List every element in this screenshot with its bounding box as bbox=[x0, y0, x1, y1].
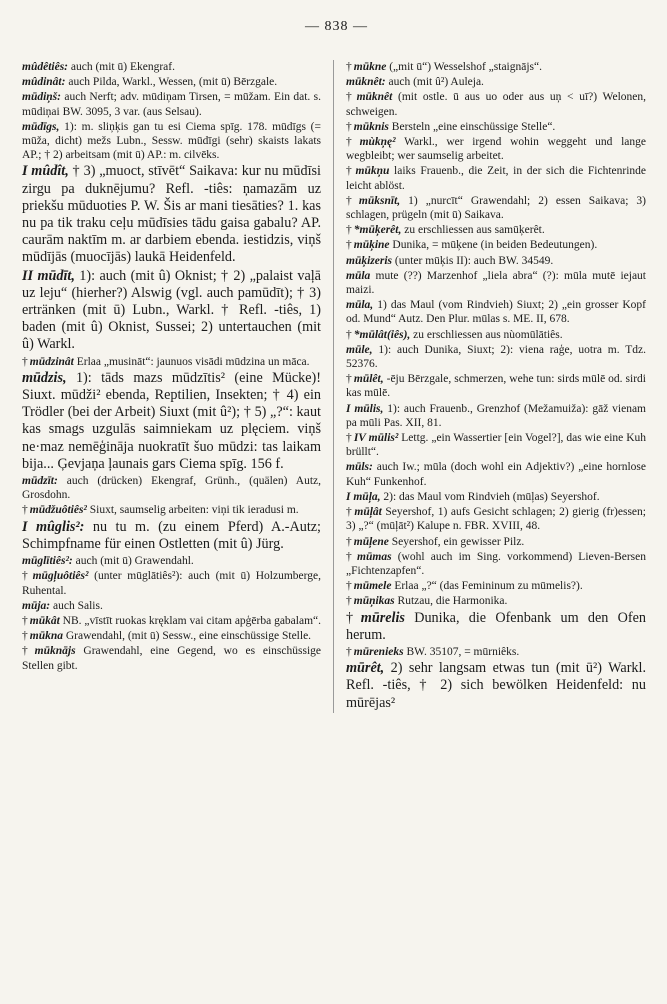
dictionary-entry bbox=[346, 164, 646, 192]
dictionary-entry bbox=[22, 355, 321, 369]
entry-headword: mūļât bbox=[354, 506, 382, 519]
dagger-mark: † bbox=[346, 609, 359, 626]
entry-headword: mūla, bbox=[346, 299, 374, 312]
dictionary-entry bbox=[22, 75, 321, 89]
dictionary-entry bbox=[346, 460, 646, 488]
dictionary-entry bbox=[22, 120, 321, 163]
entry-headword: mūrêt, bbox=[346, 660, 385, 677]
entry-text: Grawendahl, (mit ū) Sessw., eine einschüssige Stelle. bbox=[63, 630, 312, 643]
dictionary-entry bbox=[22, 614, 321, 628]
dictionary-entry bbox=[22, 90, 321, 118]
dagger-mark: † bbox=[346, 506, 353, 519]
dagger-mark: † bbox=[346, 595, 352, 608]
entry-text: 2) sehr langsam etwas tun (mit ū²) Warkl. Refl. -tiês, † 2) sich bewölken Heidenfeld: nu mūrējas² bbox=[346, 660, 646, 711]
entry-headword: I mûglis²: bbox=[22, 518, 85, 535]
dagger-mark: † bbox=[22, 355, 28, 368]
dagger-mark: † bbox=[346, 645, 352, 658]
dictionary-entry bbox=[346, 223, 646, 237]
dictionary-entry bbox=[346, 505, 646, 533]
two-column-body bbox=[22, 60, 651, 713]
dagger-mark: † bbox=[346, 328, 352, 341]
entry-text: auch Salis. bbox=[50, 599, 103, 612]
entry-headword: mūkât bbox=[29, 614, 60, 627]
entry-text: (mit ostle. ū aus uo oder aus uņ < uī?) Welonen, schweigen. bbox=[346, 91, 646, 118]
dictionary-entry bbox=[346, 594, 646, 608]
dictionary-entry bbox=[22, 474, 321, 502]
entry-text: 1) das Maul (vom Rindvieh) Siuxt; 2) „ein grosser Kopf od. Mund“ Autz. Den Plur. mūlas s. ME. II, 678. bbox=[346, 299, 646, 326]
dictionary-entry bbox=[346, 660, 646, 712]
entry-headword: mūknis bbox=[353, 120, 389, 133]
dictionary-entry bbox=[22, 268, 321, 354]
entry-text: Dunika, = mūķene (in beiden Bedeutungen). bbox=[389, 239, 598, 252]
entry-headword: I mūļa, bbox=[346, 490, 381, 503]
entry-headword: I mûdît, bbox=[22, 163, 69, 180]
entry-headword: mūle, bbox=[346, 343, 373, 356]
dictionary-entry bbox=[22, 644, 321, 672]
dagger-mark: † bbox=[346, 224, 352, 237]
dagger-mark: † bbox=[22, 630, 28, 643]
entry-headword: mūknêt bbox=[356, 91, 393, 104]
entry-text: 1): auch (mit û) Oknist; † 2) „palaist vaļā uz leju“ (hierher?) Alswig (vgl. auch pamūdīt); † 3) ertränken (mit ū) Lubn., Warkl. † Refl. -tiês, 1) baden (mit û) Oknist, Sussei; 2) untertauchen (mit û) Warkl. bbox=[22, 267, 321, 353]
entry-text: (unter mūglātiês²): auch (mit ū) Holzumberge, Ruhental. bbox=[22, 570, 321, 597]
entry-headword: *mūlât(iês), bbox=[353, 328, 411, 341]
page-number: — 838 — bbox=[305, 19, 368, 34]
entry-text: nu tu m. (zu einem Pferd) A.-Autz; Schimpfname für einen Ostletten (mit û) Jürg. bbox=[22, 518, 321, 552]
dagger-mark: † bbox=[22, 570, 31, 583]
dictionary-entry bbox=[346, 431, 646, 459]
dagger-mark: † bbox=[22, 614, 28, 627]
dictionary-entry bbox=[346, 610, 646, 644]
dictionary-entry bbox=[346, 75, 646, 89]
entry-text: Rutzau, die Harmonika. bbox=[394, 595, 508, 608]
entry-headword: mūdīgs, bbox=[22, 120, 60, 133]
entry-headword: mūglītiês²: bbox=[22, 555, 73, 568]
entry-text: Erlaa „musināt“: jaunuos visādi mūdzina un māca. bbox=[73, 355, 310, 368]
entry-text: mute (??) Marzenhof „liela abra“ (?): mūla mutē iejaut maizi. bbox=[346, 269, 646, 297]
entry-text: zu erschliessen aus nùomūlātiês. bbox=[410, 328, 563, 341]
entry-text: † 3) „muoct, stīvēt“ Saikava: kur nu mūdīsi zirgu pa duknējumu? Refl. -tiês: ņamazām uz priekšu mūduoties P. W. Šis ar mani tiesāties? 1. kas nu pa tik traku ceļu mūdīsies tādu gaisa gabalu? AP. caurām naktīm m. ar darbiem ebenda. iestidzis, viņš mūdījās (muocījās) laukā Heidenfeld. bbox=[22, 163, 321, 266]
entry-text: auch (drücken) Ekengraf, Grünh., (quälen) Autz, Grosdohn. bbox=[22, 475, 321, 502]
dictionary-entry bbox=[22, 519, 321, 553]
entry-headword: mūmele bbox=[353, 580, 392, 593]
entry-text: -ēju Bērzgale, schmerzen, wehe tun: sirds mūlē od. sirdi kas mūlē. bbox=[346, 373, 647, 400]
entry-headword: mūdzīt: bbox=[22, 475, 58, 488]
dagger-mark: † bbox=[346, 120, 352, 133]
dictionary-entry bbox=[346, 194, 646, 222]
entry-text: laiks Frauenb., die Zeit, in der sich die Fichtenrinde leicht ablöst. bbox=[346, 165, 646, 192]
entry-text: 1): tāds mazs mūdzītis² (eine Mücke)! Siuxt. mūdži² ebenda, Reptilien, Insekten; † 4) ein Trödler (bei der Arbeit) Siuxt (mit û²); † 5) „?“: kaut kas smags uzgulās saimniekam uz plęciem. viņš ne·maz nemēģināja nuokratīt šuo mūdzi: tas laikam bija... Ģevjaņa ļaunais gars Ciema spīg. 156 f. bbox=[22, 369, 321, 472]
entry-headword: mūļene bbox=[353, 535, 389, 548]
entry-headword: mūķine bbox=[353, 239, 390, 252]
entry-text: auch (mit û²) Auleja. bbox=[385, 76, 484, 89]
dictionary-entry bbox=[346, 269, 646, 297]
dictionary-entry bbox=[346, 135, 646, 163]
entry-text: Seyershof, 1) aufs Gesicht schlagen; 2) gierig (fr)essen; 3) „?“ (mūļāt²) Kalupe n. FBR. XVIII, 48. bbox=[346, 506, 646, 533]
entry-text: Dunika, die Ofenbank um den Ofen herum. bbox=[346, 609, 646, 643]
entry-text: auch (mit ū) Ekengraf. bbox=[68, 61, 175, 73]
entry-headword: mùkņę² bbox=[359, 136, 396, 149]
entry-headword: mūdzinât bbox=[29, 355, 74, 368]
dictionary-entry bbox=[346, 120, 646, 134]
dictionary-entry bbox=[22, 569, 321, 597]
dagger-mark: † bbox=[346, 550, 356, 563]
dagger-mark: † bbox=[346, 373, 352, 386]
entry-headword: mūdiņš: bbox=[22, 91, 61, 104]
entry-headword: mūls: bbox=[346, 461, 373, 474]
entry-text: Bersteln „eine einschüssige Stelle“. bbox=[388, 120, 556, 133]
entry-headword: mūrenieks bbox=[353, 645, 404, 658]
entry-text: Grawendahl, eine Gegend, wo es einschüssige Stellen gibt. bbox=[22, 645, 321, 672]
dagger-mark: † bbox=[346, 136, 358, 149]
dictionary-entry bbox=[22, 554, 321, 568]
entry-headword: mūksnīt, bbox=[358, 194, 401, 207]
entry-text: („mit ū“) Wesselshof „staignājs“. bbox=[386, 61, 543, 73]
dagger-mark: † bbox=[346, 61, 352, 73]
dictionary-entry bbox=[346, 490, 646, 504]
dictionary-entry bbox=[346, 579, 646, 593]
dictionary-entry bbox=[346, 645, 646, 659]
entry-text: zu erschliessen aus samūķerêt. bbox=[401, 224, 545, 237]
entry-text: (unter mūķis II): auch BW. 34549. bbox=[392, 254, 554, 267]
entry-text: 2): das Maul vom Rindvieh (mūļas) Seyershof. bbox=[380, 490, 600, 503]
dagger-mark: † bbox=[346, 91, 355, 104]
entry-text: Erlaa „?“ (das Femininum zu mūmelis?). bbox=[391, 580, 583, 593]
entry-headword: IV mūlis² bbox=[353, 432, 399, 445]
entry-headword: mûdêtiês: bbox=[22, 61, 68, 73]
entry-headword: mūkna bbox=[29, 630, 63, 643]
dagger-mark: † bbox=[346, 580, 352, 593]
entry-headword: I mūlis, bbox=[346, 402, 384, 415]
entry-text: 1): auch Frauenb., Grenzhof (Mežamuiža): gāž vienam pa mūli Pas. XII, 81. bbox=[346, 402, 646, 429]
dagger-mark: † bbox=[346, 432, 352, 445]
entry-text: (wohl auch im Sing. vorkommend) Lieven-Bersen „Fichtenzapfen“. bbox=[346, 550, 647, 577]
dictionary-entry bbox=[22, 163, 321, 266]
dictionary-entry bbox=[22, 60, 321, 74]
entry-headword: *mūķerêt, bbox=[353, 224, 402, 237]
dictionary-entry bbox=[346, 60, 646, 74]
entry-headword: mūdzis, bbox=[22, 369, 67, 386]
entry-headword: mūlêt, bbox=[353, 373, 384, 386]
dictionary-entry bbox=[346, 90, 646, 118]
entry-text: 1): auch Dunika, Siuxt; 2): viena raģe, uotra m. Tdz. 52376. bbox=[346, 343, 646, 371]
dagger-mark: † bbox=[22, 504, 28, 517]
entry-text: auch Pilda, Warkl., Wessen, (mit ū) Bērzgale. bbox=[65, 76, 278, 89]
entry-headword: mūla bbox=[346, 269, 371, 282]
dictionary-entry bbox=[22, 629, 321, 643]
entry-text: Lettg. „ein Wassertier [ein Vogel?], das wie eine Kuh brüllt“. bbox=[346, 432, 647, 459]
entry-headword: mūkne bbox=[353, 61, 387, 73]
dictionary-entry bbox=[346, 328, 646, 342]
dictionary-entry bbox=[346, 402, 646, 430]
entry-text: BW. 35107, = mūrniêks. bbox=[403, 645, 520, 658]
entry-text: Warkl., wer irgend wohin weggeht und lange wegbleibt; wer saumselig arbeitet. bbox=[346, 136, 646, 163]
entry-headword: mūmas bbox=[357, 550, 392, 563]
entry-headword: mūkņu bbox=[355, 165, 390, 178]
dictionary-entry bbox=[22, 370, 321, 473]
entry-text: 1) „nurcīt“ Grawendahl; 2) essen Saikava; 3) schlagen, prügeln (mit ū) Saikava. bbox=[346, 194, 647, 222]
entry-headword: mūdžuôtiês² bbox=[29, 504, 87, 517]
entry-headword: II mūdīt, bbox=[22, 267, 75, 284]
dictionary-entry bbox=[346, 372, 646, 400]
entry-headword: mūknêt: bbox=[346, 76, 386, 89]
entry-headword: mūrelis bbox=[360, 609, 405, 626]
entry-text: NB. „vīstīt ruokas kręklam vai citam apģērba gabalam“. bbox=[59, 614, 322, 627]
dagger-mark: † bbox=[22, 645, 33, 658]
dictionary-entry bbox=[22, 599, 321, 613]
dictionary-entry bbox=[346, 343, 646, 371]
dictionary-entry bbox=[22, 503, 321, 517]
entry-headword: mūķizeris bbox=[346, 254, 393, 267]
entry-text: Siuxt, saumselig arbeiten: viņi tik ieradusi m. bbox=[86, 504, 299, 517]
right-column bbox=[334, 60, 646, 713]
left-column bbox=[22, 60, 334, 713]
entry-headword: mūknājs bbox=[34, 645, 76, 658]
dictionary-entry bbox=[346, 238, 646, 252]
entry-headword: mūja: bbox=[22, 599, 51, 612]
dictionary-entry bbox=[346, 298, 646, 326]
dictionary-entry bbox=[346, 535, 646, 549]
dictionary-entry bbox=[346, 550, 646, 578]
entry-text: auch Iw.; mūla (doch wohl ein Adjektiv?) „eine hornlose Kuh“ Funkenhof. bbox=[346, 461, 646, 488]
dictionary-entry bbox=[346, 254, 646, 268]
entry-text: auch (mit ū) Grawendahl. bbox=[72, 555, 194, 568]
entry-text: auch Nerft; adv. mūdiņam Tirsen, = mūžam. Ein dat. s. mūdiņai BW. 3095, 3 var. (aus Selsau). bbox=[22, 91, 321, 118]
dagger-mark: † bbox=[346, 239, 352, 252]
entry-headword: mûdinât: bbox=[22, 76, 66, 89]
entry-text: 1): m. sliņķis gan tu esi Ciema spīg. 178. mūdīgs (= mūža, dicht) mežs Lubn., Sessw. mūdīgi (sehr) skaists lakats AP.; † 2) arbeitsam (mit ū) AP.: m. cilvēks. bbox=[22, 120, 321, 162]
dagger-mark: † bbox=[346, 535, 352, 548]
entry-headword: mūņikas bbox=[353, 595, 395, 608]
entry-text: Seyershof, ein gewisser Pilz. bbox=[388, 535, 525, 548]
dagger-mark: † bbox=[346, 194, 357, 207]
dagger-mark: † bbox=[346, 165, 354, 178]
entry-headword: mūgļuôtiês² bbox=[32, 570, 89, 583]
